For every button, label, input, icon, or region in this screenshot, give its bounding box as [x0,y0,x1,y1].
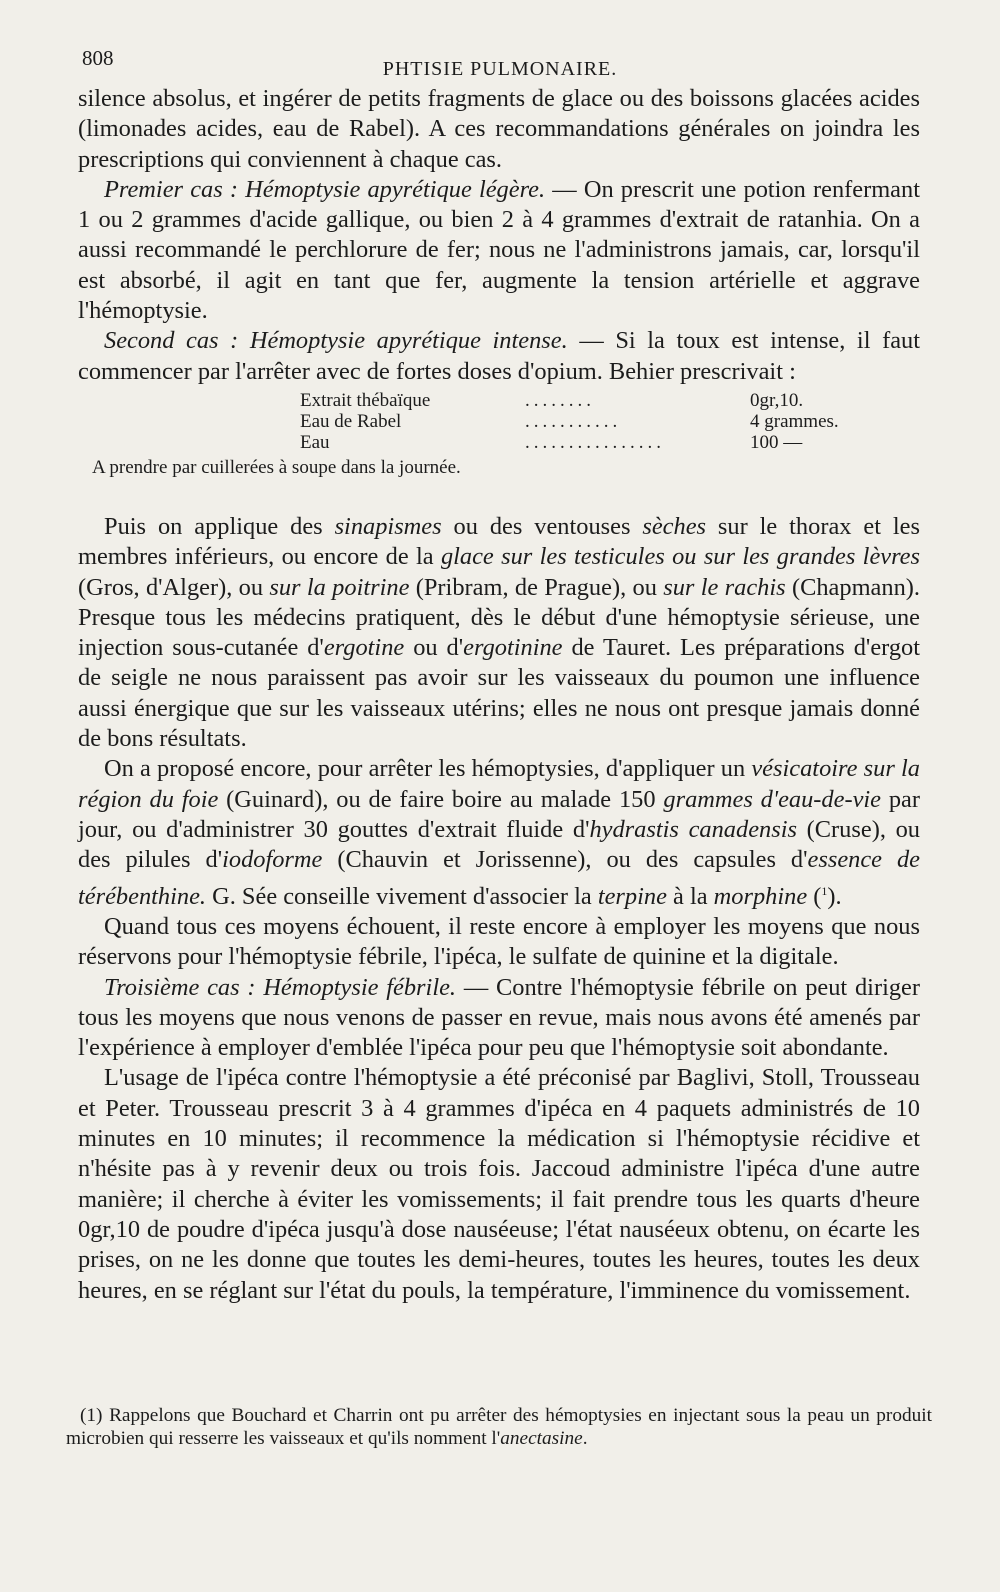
prescription [78,390,920,478]
leader-dots: ........... [525,410,622,432]
paragraph-fallback: Quand tous ces moyens échouent, il reste encore à employer les moyens que nous réservons pour l'hémoptysie fébrile, l'ipéca, le sulfate de quinine et la digitale. [78,912,920,971]
paragraph-case-2 [78,326,920,387]
italic-run: vésicatoire sur la région du foie [78,755,920,813]
page-number: 808 [82,46,114,70]
ingredient-name: Eau de Rabel [300,410,402,432]
paragraph-gap [78,480,920,512]
leader-dots: ........ [525,389,595,411]
paragraph-intro: silence absolus, et ingérer de petits fragments de glace ou des boissons glacées acides (limonades acides, eau de Rabel). A ces recommandations générales on joindra les prescriptions qui conviennent à chaque cas. [78,85,920,173]
text-run: par jour, ou d'administrer 30 gouttes d'extrait fluide d' [78,785,920,843]
ingredient-quantity: 100 — [750,431,803,453]
text-run: sur le thorax et les membres inférieurs, ou encore de la [78,512,920,571]
italic-run: sinapismes [334,512,442,540]
prescription-note: A prendre par cuillerées à soupe dans la journée. [92,456,461,478]
ingredient-quantity: 4 grammes. [750,410,839,432]
case-2-text: — Si la toux est intense, il faut commencer par l'arrêter avec de fortes doses d'opium. Behier prescrivait : [78,327,920,385]
text-run: de Tauret. Les préparations d'ergot de seigle ne nous paraissent pas avoir sur les vaisseaux du poumon une influence aussi énergique que sur les vaisseaux utérins; elles ne nous ont presque jamais donné de bons résultats. [78,634,920,753]
italic-run: sur le rachis [663,573,786,601]
italic-run: grammes d'eau-de-vie [663,785,881,813]
ingredient-name: Extrait thébaïque [300,389,431,411]
case-3-text: — Contre l'hémoptysie fébrile on peut diriger tous les moyens que nous venons de passer en revue, mais nous avons été amenés par l'expérience à employer d'emblée l'ipéca pour peu que l'hémoptysie soit abondante. [78,973,921,1062]
text-run: ( [807,882,822,910]
italic-run: essence de térébenthine. [78,846,920,910]
text-run: ). [827,882,842,910]
paragraph-ipeca: L'usage de l'ipéca contre l'hémoptysie a été préconisé par Baglivi, Stoll, Trousseau et Peter. Trousseau prescrit 3 à 4 grammes d'ipéca en 4 paquets administrés de 10 minutes en 10 minutes; il recommence la médication si l'hémoptysie récidive et n'hésite pas à y revenir deux ou trois fois. Jaccoud administre l'ipéca d'une autre manière; il cherche à éviter les vomissements; il fait prendre tous les quarts d'heure 0gr,10 de poudre d'ipéca jusqu'à dose nauséeuse; l'état nauséeux obtenu, on écarte les prises, on ne les donne que toutes les demi-heures, toutes les heures, toutes les deux heures, en se réglant sur l'état du pouls, la température, l'imminence du vomissement. [78,1064,920,1304]
footnote-reference: 1 [821,883,828,898]
paragraph-case-3 [78,973,920,1064]
leader-dots: ................ [525,431,665,453]
italic-run: glace sur les testicules ou sur les grandes lèvres [440,543,920,571]
text-run: Rappelons que Bouchard et Charrin ont pu arrêter des hémoptysies en injectant sous la peau un produit microbien qui resserre les vaisseaux et qu'ils nomment l' [66,1405,932,1449]
text-run: G. Sée conseille vivement d'associer la [206,882,598,910]
text-run: (Pribram, de Prague), ou [409,573,664,601]
text-run: ou des ventouses [441,512,643,540]
case-1-text: — On prescrit une potion renfermant 1 ou 2 grammes d'acide gallique, ou bien 2 à 4 grammes d'extrait de ratanhia. On a aussi recommandé le perchlorure de fer; nous ne l'administrons jamais, car, lorsqu'il est absorbé, il agit en tant que fer, augmente la tension artérielle et aggrave l'hémoptysie. [78,175,920,325]
case-3-heading: Troisième cas : Hémoptysie fébrile. [104,973,457,1001]
text-run: On a proposé encore, pour arrêter les hémoptysies, d'appliquer un [104,755,752,783]
italic-run: anectasine [500,1428,583,1449]
italic-run: ergotine [323,634,405,662]
text-run: à la [666,882,714,910]
text-run: ou d' [404,634,464,662]
italic-run: terpine [597,882,667,910]
footnote [66,1404,932,1450]
italic-run: sur la poitrine [269,573,410,601]
footnote-marker: (1) [80,1405,103,1426]
running-title: PHTISIE PULMONAIRE. [382,58,618,80]
paragraph-topical-treatments [78,512,920,754]
main-text [78,84,920,1306]
prescription-row [78,390,900,411]
text-run: (Gros, d'Alger), ou [78,573,270,601]
paragraph-case-1 [78,175,920,326]
text-run: Puis on applique des [104,512,335,540]
italic-run: sèches [642,512,707,540]
text-run: (Guinard), ou de faire boire au malade 150 [218,785,664,813]
prescription-row [78,432,900,453]
case-2-heading: Second cas : Hémoptysie apyrétique intense. [104,327,568,355]
italic-run: morphine [713,882,808,910]
text-run: (Chauvin et Jorissenne), ou des capsules d' [322,846,808,874]
italic-run: ergotinine [463,634,563,662]
text-run: . [582,1428,588,1449]
prescription-row [78,411,900,432]
paragraph-other-remedies [78,754,920,912]
italic-run: iodoforme [222,846,323,874]
text-run: (Cruse), ou des pilules d' [78,815,920,874]
ingredient-quantity: 0gr,10. [750,389,804,411]
ingredient-name: Eau [300,431,330,453]
text-run: (Chapmann). Presque tous les médecins pratiquent, dès le début d'une hémoptysie sérieuse, une injection sous-cutanée d' [78,573,920,662]
case-1-heading: Premier cas : Hémoptysie apyrétique légère. [104,175,546,203]
italic-run: hydrastis canadensis [589,815,797,843]
